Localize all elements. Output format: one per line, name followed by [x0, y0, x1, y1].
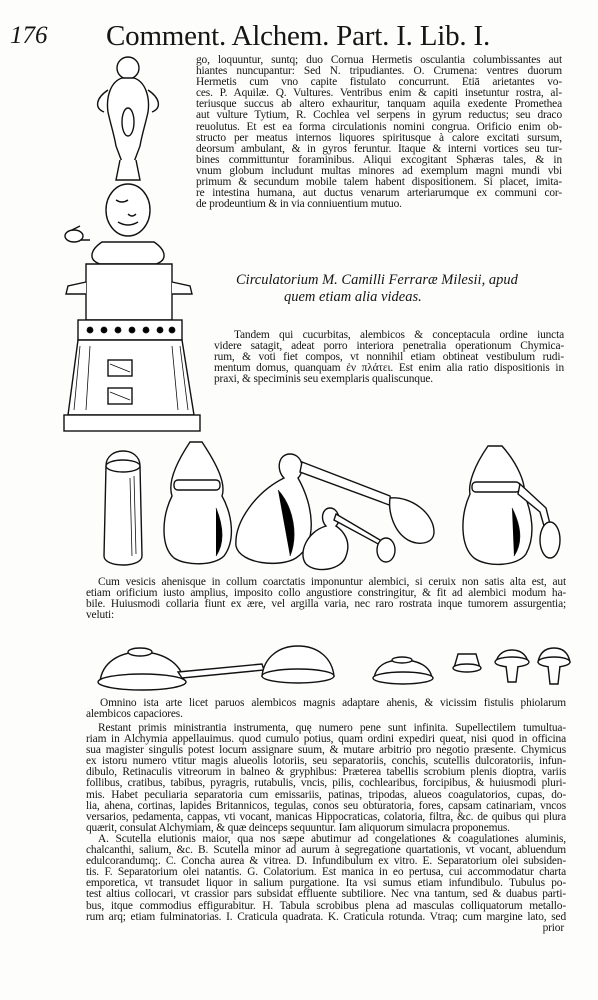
page-number: 176	[10, 22, 48, 49]
page-header	[10, 14, 588, 52]
text-line: dibulo, Retinaculis vitreorum in balneo & gryphibus: Præterea tabellis scrobium plenis dioptra, variis	[86, 767, 566, 779]
paragraph-3	[86, 698, 566, 720]
text-line: bus, itque commodius effigurabitur. H. Tabula scrobibus plena ad masculas colliquatorum metallo-	[86, 900, 566, 912]
text-line: lia, ahena, cortinas, lapides Britannicos, tegulas, conos seu obturatoria, fores, capsam catinariam, vncos	[86, 800, 566, 812]
text-line: alembicos capaciores.	[86, 709, 183, 721]
text-line: mis. Habet peculiaria separatoria cum emissariis, patinas, tripodas, alueos coagulatorios, cupas, do-	[86, 789, 566, 801]
paragraph-2	[86, 577, 566, 621]
text-line: ces. P. Aquilæ. Q. Vultures. Ventribus enim & capiti insetuntur rostra, al-	[196, 88, 562, 100]
caption-line: quem etiam alia videas.	[284, 289, 422, 305]
text-line: rum, & voti fiet compos, vt nonnihil etiam obtineat vestibulum rudi-	[214, 352, 564, 364]
text-line: Tandem qui cucurbitas, alembicos & conceptacula ordine iuncta	[234, 330, 564, 341]
text-line: structo per meatus internos liquores spiritusque à calore excitati sursum,	[196, 132, 562, 144]
text-line: edulcorandumq;. C. Concha aurea & vitrea. D. Infundibulum ex vitro. E. Separatorium olei subsiden-	[86, 856, 566, 868]
alembic-collars-figure-icon	[92, 632, 572, 692]
text-line: vnum globum includunt multas minores ad exemplum magni mundi vbi	[196, 165, 562, 177]
text-line: etiam orificium iusto amplius, imposito collo angustiore constringitur, & fit ad alembici modum ha-	[86, 588, 566, 600]
text-line: chalcanthi, salium, &c. B. Scutella minor ad aurum à segregatione quartationis, vt vocant, abluendum	[86, 845, 566, 857]
text-line: veluti:	[86, 610, 115, 622]
text-line: hiantes nuncupantur: Sed N. tripudiantes. O. Crumena: ventres duorum	[196, 66, 562, 78]
text-line: primum & secundum mobile talem habent dispositionem. Si placet, imita-	[196, 177, 562, 189]
text-line: test altius collocari, vt crassior pars subsidat effluente subtiliore. Nec vna tantum, sed & duabus parti-	[86, 889, 566, 901]
catchword: prior	[542, 922, 564, 934]
text-line: videre satagit, adeat porro interiora penetralia operationum Chymica-	[214, 341, 564, 353]
text-line: Cum vesicis ahenisque in collum coarctatis imponuntur alembici, si ceruix non satis alta est, aut	[98, 577, 566, 588]
text-line: bile. Huiusmodi collaria fiunt ex ære, vel argilla varia, nec raro rostrata inque tumorem assurgentia;	[86, 599, 566, 611]
text-line: go, loquuntur, suntq; duo Cornua Hermetis osculantia columbissantes aut	[196, 55, 562, 66]
text-line: quærit, consulat Alchymiam, & quæ deinceps sequuntur. Iam aliquorum simulacra proponemus.	[86, 822, 510, 834]
text-line: Hermetis cum vno capite fistulato concurrunt. Etiā arietantes vo-	[196, 77, 562, 89]
paragraph-1	[214, 330, 564, 385]
text-line: Omnino ista arte licet paruos alembicos magnis adaptare ahenis, & vicissim fistulis phiolarum	[100, 698, 566, 709]
text-line: teriusque succus ab altero exhauritur, tanquam aquila exedente Promethea	[196, 99, 562, 111]
figure-caption	[236, 272, 566, 306]
text-line: tis. F. Separatorium olei natantis. G. Colatorium. Est manica in eo pertusa, cui accommodatur charta	[86, 867, 566, 879]
text-line: sua magister singulis potest locum assignare suum, & mutare arbitrio pro negotio præsente. Chymicus	[86, 745, 566, 757]
text-line: follibus, cratibus, tabibus, pyragris, rutabulis, vncis, pilis, cochlearibus, forcipibus, & huiusmodi pluri-	[86, 778, 566, 790]
text-line: de prodeuntium & in via conniuentium mutuo.	[196, 199, 402, 211]
text-line: rum arq; etiam fulminatorias. I. Craticula quadrata. K. Craticula rotunda. Vtraq; cum margine lato, sed	[86, 911, 566, 923]
text-line: emporetica, vt transudet liquor in salium purgatione. Ita vsi sumus etiam infundibulo. Tubulus po-	[86, 878, 566, 890]
text-line: A. Scutella elutionis maior, qua nos sæpe abutimur ad congelationes & coagulationes aluminis,	[98, 833, 566, 845]
text-line: Restant primis ministrantia instrumenta, quę numero pene sunt infinita. Supellectilem tumultua-	[98, 723, 566, 734]
circulatorium-furnace-figure-icon	[60, 50, 205, 435]
top-text-block	[196, 55, 562, 210]
text-line: praxi, & speciminis seu exemplaris qualiscunque.	[214, 374, 433, 386]
text-line: deorsum ambulant, & in gyros feruntur. Itaque & interni vortices seu tur-	[196, 143, 562, 155]
caption-line: Circulatorium M. Camilli Ferraræ Milesii, apud	[236, 272, 518, 288]
text-line: aut vulture Tytium, R. Cochlea vel serpens in gyrum reductus; seu draco	[196, 110, 562, 122]
alembic-vessels-figure-icon	[90, 436, 580, 576]
text-line: riam in Alchymia appellauimus. quod cumulo potius, quam ordini expediri queat, nisi quod in officina	[86, 734, 566, 746]
text-line: versarios, pedamenta, cappas, vti vocant, manicas Hippocraticas, colatoria, filtra, &c. de quibus qui plura	[86, 811, 566, 823]
running-head: Comment. Alchem. Part. I. Lib. I.	[106, 20, 491, 52]
text-line: ex istoru numero vtitur magis alueolis lotoriis, seu separatoriis, conchis, scutellis dulcoratoriis, infun-	[86, 756, 566, 768]
text-line: reuolutus. Et est ea forma circulationis nomini congrua. Orificio enim ob-	[196, 121, 562, 133]
text-line: mentum domus, quanquam ἐν πλάτει. Est enim alia ratio dispositionis in	[214, 363, 564, 375]
text-line: bines committuntur foraminibus. Aliqui excogitant Sphæras tales, & in	[196, 154, 562, 166]
text-line: re intestina humana, aut ductus venarum arteriarumque ex communi cor-	[196, 188, 562, 200]
bottom-text-block	[86, 723, 566, 934]
